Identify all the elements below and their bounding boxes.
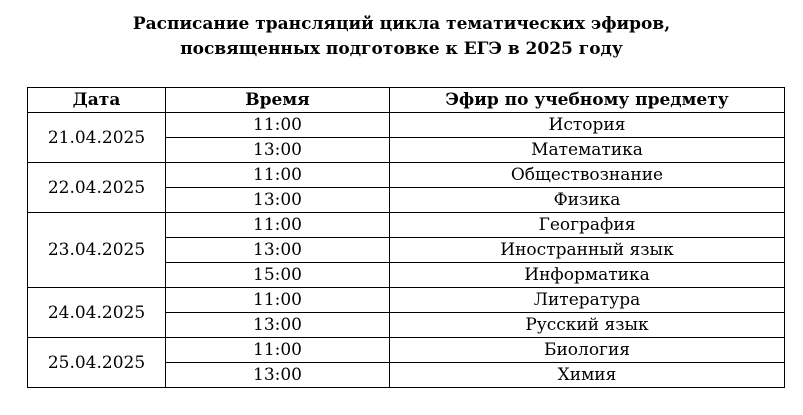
header-time: Время — [166, 88, 390, 113]
time-cell: 11:00 — [166, 163, 390, 188]
title-line-2: посвященных подготовке к ЕГЭ в 2025 году — [180, 39, 623, 59]
date-cell: 21.04.2025 — [28, 113, 166, 163]
header-date: Дата — [28, 88, 166, 113]
time-cell: 13:00 — [166, 188, 390, 213]
table-row — [28, 163, 785, 188]
time-cell: 11:00 — [166, 213, 390, 238]
subject-cell: Литература — [390, 288, 785, 313]
subject-cell: Биология — [390, 338, 785, 363]
time-cell: 13:00 — [166, 363, 390, 388]
subject-cell: Математика — [390, 138, 785, 163]
table-row — [28, 288, 785, 313]
subject-cell: Физика — [390, 188, 785, 213]
time-cell: 13:00 — [166, 238, 390, 263]
table-row — [28, 113, 785, 138]
subject-cell: Обществознание — [390, 163, 785, 188]
subject-cell: География — [390, 213, 785, 238]
subject-cell: Информатика — [390, 263, 785, 288]
time-cell: 13:00 — [166, 138, 390, 163]
date-cell: 23.04.2025 — [28, 213, 166, 288]
time-cell: 13:00 — [166, 313, 390, 338]
header-row — [28, 88, 785, 113]
table-row — [28, 338, 785, 363]
subject-cell: Русский язык — [390, 313, 785, 338]
schedule-table — [27, 87, 785, 388]
time-cell: 11:00 — [166, 338, 390, 363]
date-cell: 22.04.2025 — [28, 163, 166, 213]
schedule-body — [28, 113, 785, 388]
header-subject: Эфир по учебному предмету — [390, 88, 785, 113]
document-title — [0, 12, 803, 62]
time-cell: 15:00 — [166, 263, 390, 288]
time-cell: 11:00 — [166, 288, 390, 313]
table-row — [28, 213, 785, 238]
subject-cell: История — [390, 113, 785, 138]
subject-cell: Иностранный язык — [390, 238, 785, 263]
title-line-1: Расписание трансляций цикла тематических эфиров, — [132, 14, 671, 34]
time-cell: 11:00 — [166, 113, 390, 138]
date-cell: 24.04.2025 — [28, 288, 166, 338]
subject-cell: Химия — [390, 363, 785, 388]
date-cell: 25.04.2025 — [28, 338, 166, 388]
